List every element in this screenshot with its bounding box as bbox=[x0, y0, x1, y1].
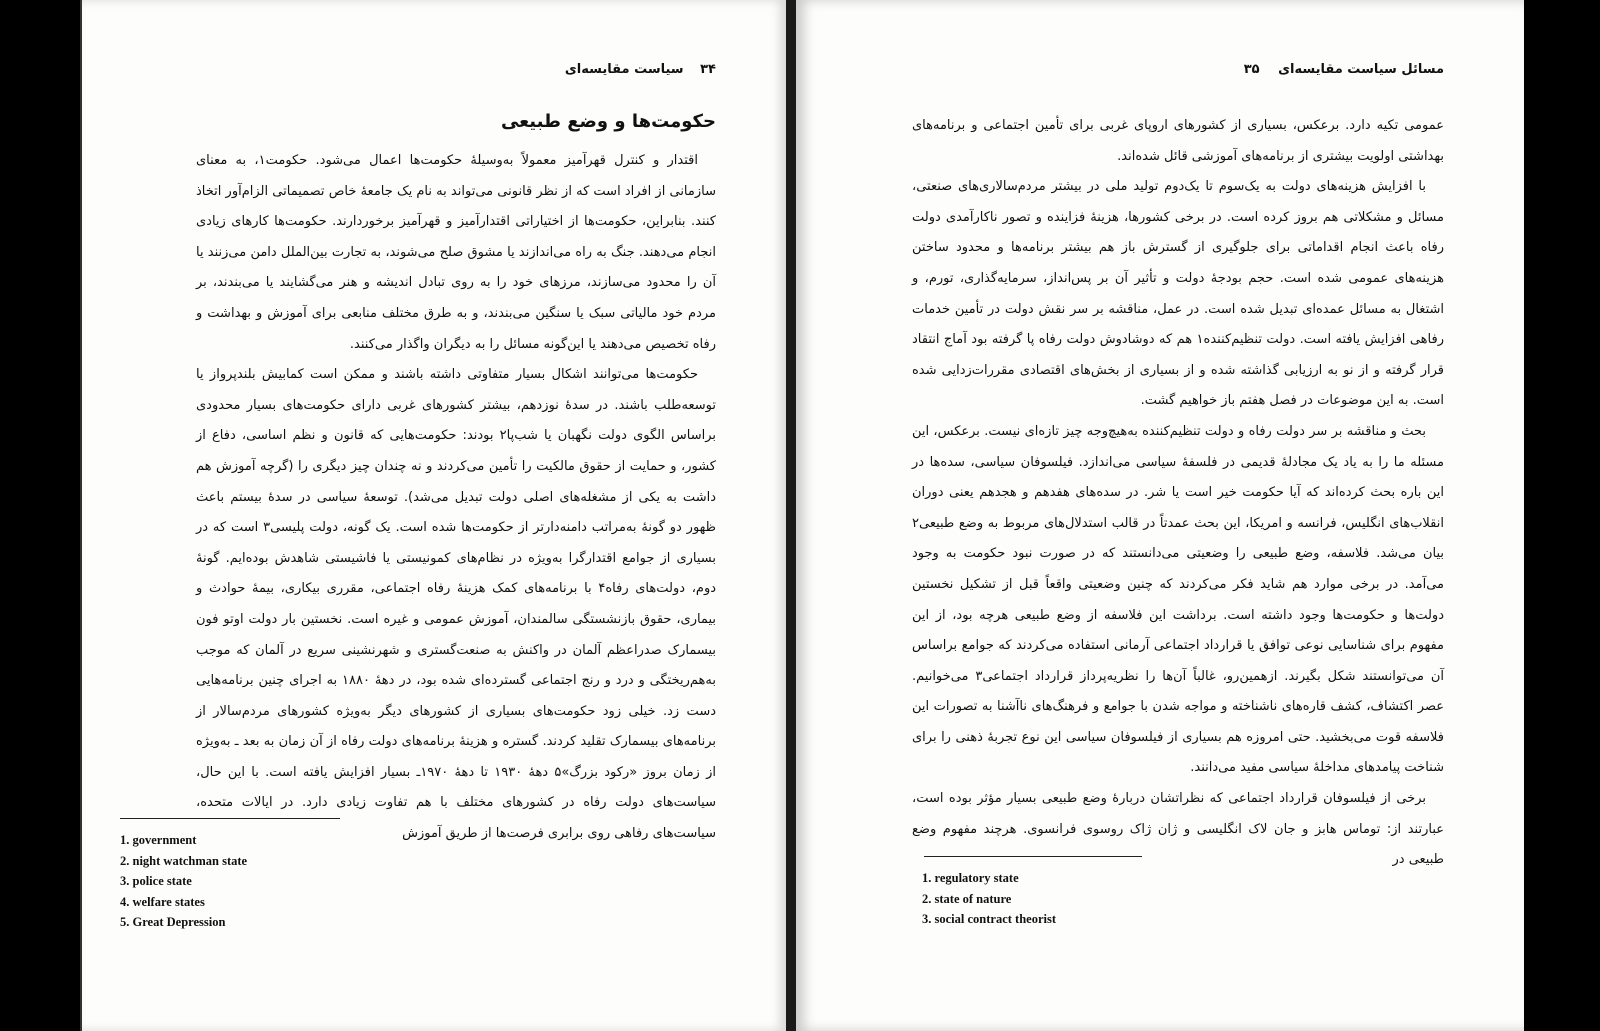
right-paragraph-2: با افزایش هزینه‌های دولت به یک‌سوم تا یک‌دوم تولید ملی در بیشتر مردم‌سالاری‌های صنعتی، مسائل و مشکلاتی هم بروز کرده است. در برخی کشورها، هزینهٔ فزاینده و تصور ناکارآمدی دولت رفاه باعث انجام اقداماتی برای جلوگیری از گسترش باز هم بیشتر برنامه‌ها و محدود ساختن هزینه‌های عمومی شده است. حجم بودجهٔ دولت و تأثیر آن بر پس‌انداز، سرمایه‌گذاری، تورم، و اشتغال به مسائل عمده‌ای تبدیل شده است. در عمل، مناقشه بر سر نقش دولت در تأمین خدمات رفاهی افزایش یافته است. دولت تنظیم‌کننده۱ هم که دوشادوش دولت رفاه پا گرفته بود آماج انتقاد قرار گرفته و از نو به ارزیابی گذاشته شده و از بسیاری از بخش‌های اقتصادی مقررات‌زدایی شده است. به این موضوعات در فصل هفتم باز خواهیم گشت. bbox=[912, 179, 1444, 409]
right-paragraph-4: برخی از فیلسوفان قرارداد اجتماعی که نظراتشان دربارهٔ وضع طبیعی بسیار مؤثر بوده است، عبارتند از: توماس هابز و جان لاک انگلیسی و ژان ژاک روسوی فرانسوی. هرچند مفهوم وضع طبیعی در bbox=[912, 791, 1444, 868]
footnote: 2. state of nature bbox=[922, 891, 1012, 906]
scan-background-left bbox=[0, 0, 80, 1031]
scan-background-right bbox=[1524, 0, 1600, 1031]
right-footnote-rule bbox=[924, 856, 1142, 857]
footnote: 1. regulatory state bbox=[922, 871, 1019, 885]
footnote: 1. government bbox=[120, 833, 197, 847]
right-page-number: ۳۵ bbox=[1243, 62, 1260, 77]
left-running-header: سیاست مقایسه‌ای bbox=[564, 62, 684, 77]
right-page bbox=[796, 0, 1524, 1031]
right-paragraph-3: بحث و مناقشه بر سر دولت رفاه و دولت تنظیم‌کننده به‌هیچ‌وجه چیز تازه‌ای نیست. برعکس، این مسئله ما را به یاد یک مجادلهٔ قدیمی در فلسفهٔ سیاسی می‌اندازد. فیلسوفان سیاسی، سده‌ها در این باره بحث کرده‌اند که آیا حکومت خیر است یا شر. در سده‌های هفدهم و هجدهم یعنی دوران انقلاب‌های انگلیس، فرانسه و امریکا، این بحث عمدتاً در قالب استدلال‌های مربوط به وضع طبیعی۲ بیان می‌شد. فلاسفه، وضع طبیعی را وضعیتی می‌دانستند که در صورت نبود حکومت به وجود می‌آمد. در برخی موارد هم شاید فکر می‌کردند که چنین وضعیتی واقعاً قبل از تشکیل نخستین دولت‌ها و حکومت‌ها وجود داشته است. برداشت این فلاسفه از وضع طبیعی هرچه بود، از این مفهوم برای شناسایی نوعی توافق یا قرارداد اجتماعی آرمانی استفاده می‌کردند که جوامع براساس آن می‌توانستند شکل بگیرند. ازهمین‌رو، غالباً آن‌ها را نظریه‌پرداز قرارداد اجتماعی۳ می‌خوانیم. عصر اکتشاف، کشف قاره‌های ناشناخته و مواجه شدن با جوامع و فرهنگ‌های ناآشنا به تصورات این فلاسفه قوت می‌بخشید. حتی امروزه هم بسیاری از فیلسوفان سیاسی این نوع تجربهٔ ذهنی را برای شناخت پیامدهای مداخلهٔ سیاسی مفید می‌دانند. bbox=[912, 423, 1445, 776]
footnote: 3. police state bbox=[120, 874, 192, 888]
footnote: 3. social contract theorist bbox=[922, 912, 1056, 926]
right-paragraph-1: عمومی تکیه دارد. برعکس، بسیاری از کشورهای اروپای غربی برای تأمین اجتماعی و برنامه‌های بهداشتی اولویت بیشتری از برنامه‌های آموزشی قائل شده‌اند. bbox=[912, 118, 1444, 164]
right-page-header bbox=[1244, 62, 1444, 77]
left-paragraph-2: حکومت‌ها می‌توانند اشکال بسیار متفاوتی داشته باشند و ممکن است کمابیش بلندپرواز یا توسعه‌طلب باشند. در سدهٔ نوزدهم، بیشتر کشورهای غربی دارای حکومت‌های بسیار محدودی براساس الگوی دولت نگهبان یا شب‌پا۲ بودند: حکومت‌هایی که قانون و نظم اساسی، دفاع از کشور، و حمایت از حقوق مالکیت را تأمین می‌کردند و نه چندان چیز دیگری را (گرچه آموزش هم داشت به یکی از مشغله‌های اصلی دولت تبدیل می‌شد). توسعهٔ سیاسی در سدهٔ بیستم باعث ظهور دو گونهٔ به‌مراتب دامنه‌دارتر از حکومت‌ها شده است. یک گونه، دولت پلیسی۳ است که در بسیاری از جوامع اقتدارگرا به‌ویژه در نظام‌های کمونیستی یا فاشیستی شاهدش بوده‌ایم. گونهٔ دوم، دولت‌های رفاه۴ با برنامه‌های کمک هزینهٔ رفاه اجتماعی، مقرری بیکاری، بیمهٔ حوادث و بیماری، حقوق بازنشستگی سالمندان، آموزش عمومی و غیره است. نخستین بار دولت اوتو فون بیسمارک صدراعظم آلمان در واکنش به صنعت‌گستری و شهرنشینی سریع در آلمان که موجب به‌هم‌ریختگی و درد و رنج اجتماعی گسترده‌ای شده بود، در دههٔ ۱۸۸۰ به اجرای چنین برنامه‌هایی دست زد. خیلی زود حکومت‌های بسیاری از کشورهای دیگر به‌ویژه کشورهای مردم‌سالار از برنامه‌های بیسمارک تقلید کردند. گستره و هزینهٔ برنامه‌های دولت رفاه از آن زمان به بعد ـ به‌ویژه از زمان بروز «رکود بزرگ»۵ دههٔ ۱۹۳۰ تا دههٔ ۱۹۷۰ـ بسیار افزایش یافته است. با این حال، سیاست‌های دولت رفاه در کشورهای مختلف با هم تفاوت زیادی دارد. در ایالات متحده، سیاست‌های رفاهی روی برابری فرصت‌ها از طریق آموزش bbox=[196, 367, 717, 842]
footnote: 2. night watchman state bbox=[120, 853, 248, 868]
footnote: 5. Great Depression bbox=[120, 915, 226, 929]
left-page-number: ۳۴ bbox=[700, 62, 716, 77]
left-page-body bbox=[196, 102, 716, 850]
left-page-header bbox=[565, 62, 716, 77]
right-page-body bbox=[912, 111, 1444, 876]
left-footnote-rule bbox=[120, 818, 340, 819]
left-page bbox=[80, 0, 786, 1031]
footnote: 4. welfare states bbox=[120, 894, 205, 909]
left-paragraph-1: اقتدار و کنترل قهرآمیز معمولاً به‌وسیلهٔ حکومت‌ها اعمال می‌شود. حکومت۱، به معنای سازمانی از افراد است که از نظر قانونی می‌تواند به نام یک جامعهٔ خاص تصمیماتی الزام‌آور اتخاذ کنند. بنابراین، حکومت‌ها از اختیاراتی اقتدارآمیز و قهرآمیز برخوردارند. حکومت‌ها کارهای زیادی انجام می‌دهند. جنگ به راه می‌اندازند یا مشوق صلح می‌شوند، به تجارت بین‌الملل دامن می‌زنند یا آن را محدود می‌سازند، مرزهای خود را به روی تبادل اندیشه و هنر می‌گشایند یا می‌بندند، بر مردم خود مالیاتی سبک یا سنگین می‌بندند، و به طرق مختلف منابعی برای آموزش و بهداشت و رفاه تخصیص می‌دهند یا این‌گونه مسائل را به دیگران واگذار می‌کنند. bbox=[196, 153, 716, 352]
left-footnotes bbox=[120, 830, 247, 933]
right-footnotes bbox=[922, 868, 1056, 930]
right-running-header: مسائل سیاست مقایسه‌ای bbox=[1278, 62, 1444, 77]
section-title: حکومت‌ها و وضع طبیعی bbox=[500, 111, 716, 132]
